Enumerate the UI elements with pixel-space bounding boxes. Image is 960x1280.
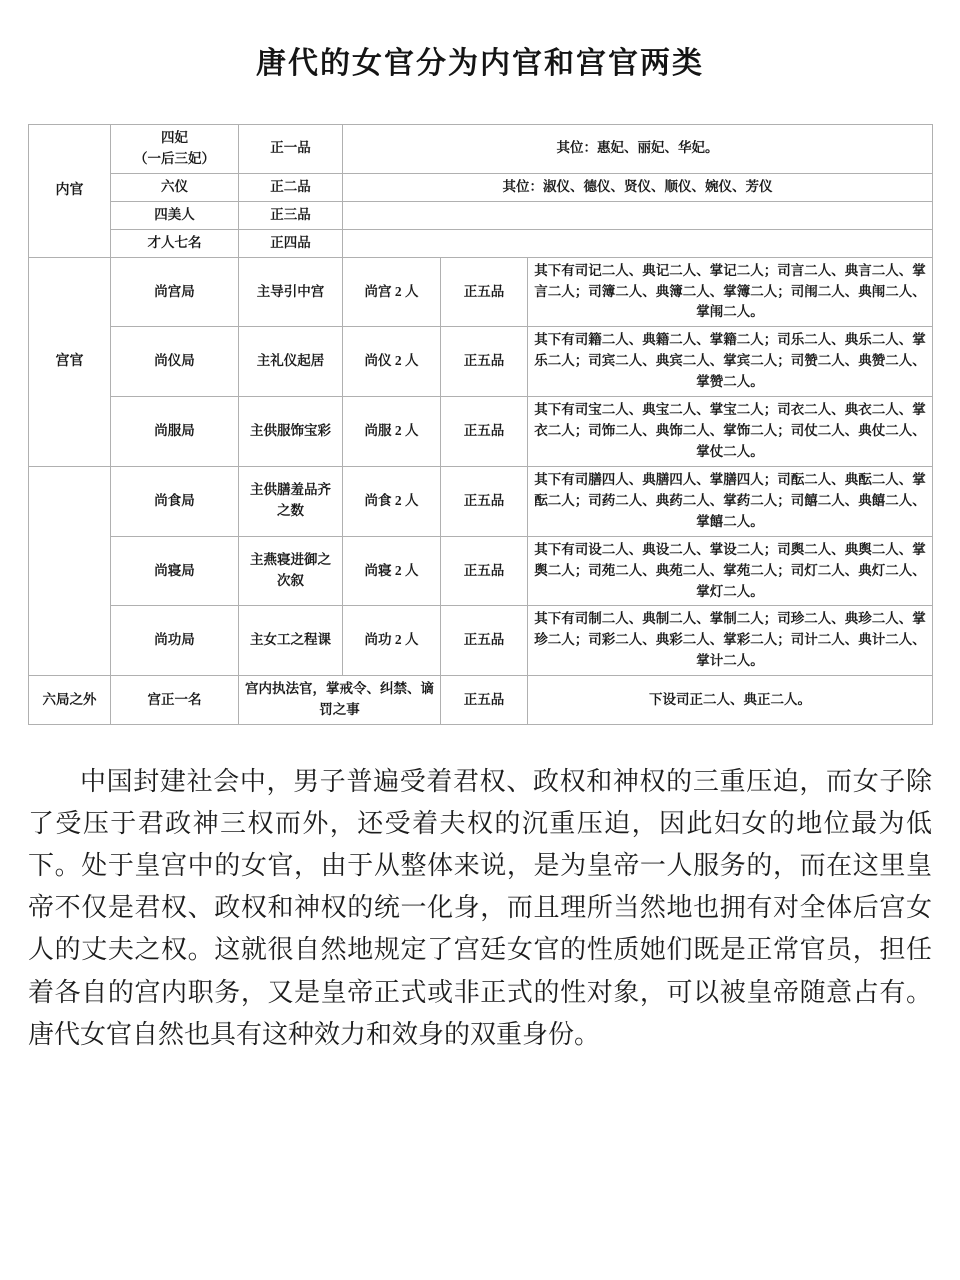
palace-row-rank: 正五品 [441, 536, 528, 606]
palace-row-duty [239, 327, 343, 397]
palace-row-staff: 尚寝 2 人 [343, 536, 441, 606]
palace-row-bureau: 尚寝局 [111, 536, 239, 606]
palace-row-bureau: 尚宫局 [111, 257, 239, 327]
palace-row-duty-line2: 次叙 [277, 573, 304, 589]
palace-row-bureau: 尚食局 [111, 466, 239, 536]
inner-row-rank: 正四品 [239, 229, 343, 257]
table-row [29, 327, 933, 397]
palace-row-duty-line1: 主供服饰宝彩 [250, 423, 331, 439]
palace-row-duty [239, 257, 343, 327]
palace-row-staff: 尚功 2 人 [343, 606, 441, 676]
inner-row-rank: 正一品 [239, 125, 343, 174]
table-row [29, 173, 933, 201]
page-title: 唐代的女官分为内官和宫官两类 [256, 47, 704, 80]
table-row [29, 125, 933, 174]
palace-row-duty-line1: 主女工之程课 [250, 632, 331, 648]
palace-row-detail: 其下有司膳四人、典膳四人、掌膳四人；司酝二人、典酝二人、掌酝二人；司药二人、典药二人、掌药二人；司饎二人、典饎二人、掌饎二人。 [528, 466, 933, 536]
outside-row-duty: 宫内执法官，掌戒令、纠禁、谪罚之事 [239, 676, 441, 725]
palace-row-staff: 尚食 2 人 [343, 466, 441, 536]
palace-row-duty-line1: 主导引中宫 [256, 283, 325, 299]
group-label-palace: 宫官 [29, 257, 111, 466]
inner-row-name: 六仪 [111, 173, 239, 201]
palace-row-staff: 尚服 2 人 [343, 397, 441, 467]
inner-row-detail: 其位：惠妃、丽妃、华妃。 [343, 125, 933, 174]
outside-row-detail: 下设司正二人、典正二人。 [528, 676, 933, 725]
table-row [29, 606, 933, 676]
table-row [29, 676, 933, 725]
palace-row-staff: 尚宫 2 人 [343, 257, 441, 327]
table-row [29, 466, 933, 536]
outside-row-name: 宫正一名 [111, 676, 239, 725]
palace-row-detail: 其下有司记二人、典记二人、掌记二人；司言二人、典言二人、掌言二人；司簿二人、典簿二人、掌簿二人；司闱二人、典闱二人、掌闱二人。 [528, 257, 933, 327]
palace-row-detail: 其下有司设二人、典设二人、掌设二人；司舆二人、典舆二人、掌舆二人；司苑二人、典苑二人、掌苑二人；司灯二人、典灯二人、掌灯二人。 [528, 536, 933, 606]
table-row [29, 536, 933, 606]
palace-row-rank: 正五品 [441, 327, 528, 397]
palace-row-duty [239, 397, 343, 467]
inner-row-name-sub: （一后三妃） [134, 150, 215, 166]
palace-row-duty [239, 466, 343, 536]
ranks-table-wrapper [28, 82, 932, 725]
palace-row-detail: 其下有司籍二人、典籍二人、掌籍二人；司乐二人、典乐二人、掌乐二人；司宾二人、典宾二人、掌宾二人；司赞二人、典赞二人、掌赞二人。 [528, 327, 933, 397]
table-row [29, 229, 933, 257]
palace-row-detail: 其下有司制二人、典制二人、掌制二人；司珍二人、典珍二人、掌珍二人；司彩二人、典彩二人、掌彩二人；司计二人、典计二人、掌计二人。 [528, 606, 933, 676]
table-row [29, 201, 933, 229]
inner-row-detail: 其位：淑仪、德仪、贤仪、顺仪、婉仪、芳仪 [343, 173, 933, 201]
inner-row-name [111, 125, 239, 174]
palace-row-staff: 尚仪 2 人 [343, 327, 441, 397]
palace-row-duty-line1: 主供膳羞品齐 [250, 482, 331, 498]
palace-row-bureau: 尚功局 [111, 606, 239, 676]
inner-row-rank: 正三品 [239, 201, 343, 229]
inner-row-detail [343, 201, 933, 229]
palace-row-bureau: 尚仪局 [111, 327, 239, 397]
palace-row-rank: 正五品 [441, 606, 528, 676]
inner-row-detail [343, 229, 933, 257]
body-paragraph: 中国封建社会中，男子普遍受着君权、政权和神权的三重压迫，而女子除了受压于君政神三权而外，还受着夫权的沉重压迫，因此妇女的地位最为低下。处于皇宫中的女官，由于从整体来说，是为皇帝一人服务的，而在这里皇帝不仅是君权、政权和神权的统一化身，而且理所当然地也拥有对全体后宫女人的丈夫之权。这就很自然地规定了宫廷女官的性质她们既是正常官员，担任着各自的宫内职务，又是皇帝正式或非正式的性对象，可以被皇帝随意占有。唐代女官自然也具有这种效力和效身的双重身份。 [28, 767, 932, 1049]
inner-row-name-main: 四妃 [161, 130, 188, 145]
palace-row-duty [239, 606, 343, 676]
palace-row-duty [239, 536, 343, 606]
outside-row-group: 六局之外 [29, 676, 111, 725]
outside-row-rank: 正五品 [441, 676, 528, 725]
inner-row-name: 四美人 [111, 201, 239, 229]
inner-row-rank: 正二品 [239, 173, 343, 201]
palace-row-rank: 正五品 [441, 466, 528, 536]
table-row [29, 397, 933, 467]
palace-row-rank: 正五品 [441, 257, 528, 327]
palace-row-duty-line1: 主礼仪起居 [256, 353, 325, 369]
inner-row-name: 才人七名 [111, 229, 239, 257]
group-label-palace-continued [29, 466, 111, 675]
palace-row-rank: 正五品 [441, 397, 528, 467]
palace-row-bureau: 尚服局 [111, 397, 239, 467]
ranks-table [28, 124, 933, 725]
palace-row-duty-line2: 之数 [277, 503, 304, 519]
palace-row-duty-line1: 主燕寝进御之 [250, 552, 331, 568]
palace-row-detail: 其下有司宝二人、典宝二人、掌宝二人；司衣二人、典衣二人、掌衣二人；司饰二人、典饰二人、掌饰二人；司仗二人、典仗二人、掌仗二人。 [528, 397, 933, 467]
group-label-inner: 内官 [29, 125, 111, 258]
table-row [29, 257, 933, 327]
